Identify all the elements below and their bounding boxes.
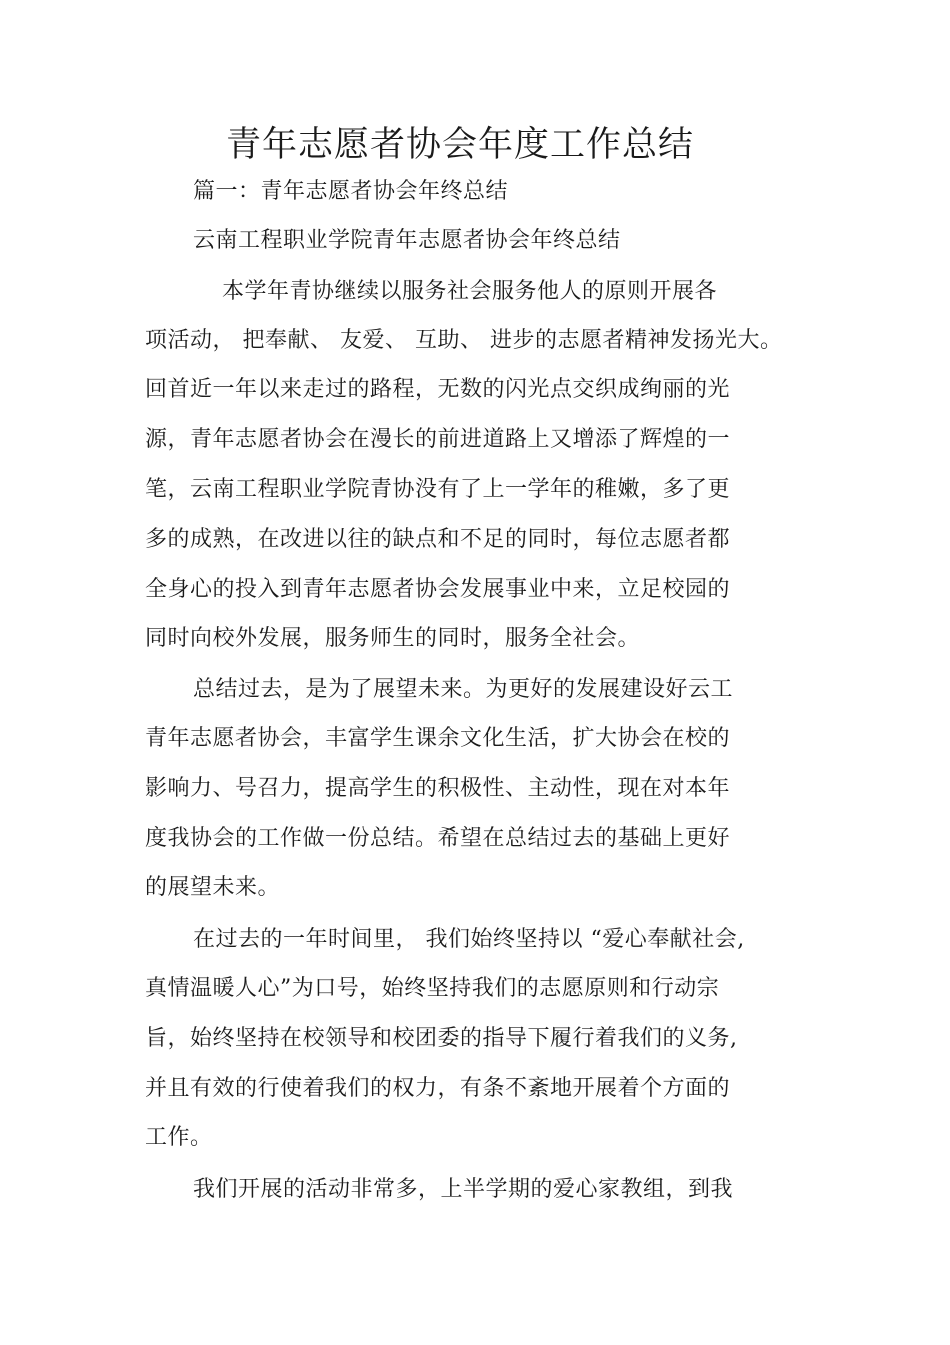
paragraph-line: 总结过去，是为了展望未来。为更好的发展建设好云工: [193, 677, 734, 702]
paragraph-line: 并且有效的行使着我们的权力，有条不紊地开展着个方面的: [145, 1076, 731, 1101]
paragraph-line: 本学年青协继续以服务社会服务他人的原则开展各: [222, 279, 718, 304]
paragraph-line: 全身心的投入到青年志愿者协会发展事业中来，立足校园的: [145, 577, 731, 602]
paragraph-line: 笔，云南工程职业学院青协没有了上一学年的稚嫩，多了更: [145, 477, 731, 502]
paragraph-line: 在过去的一年时间里， 我们始终坚持以 “爱心奉献社会,: [193, 927, 745, 952]
paragraph-line: 同时向校外发展，服务师生的同时，服务全社会。: [145, 626, 641, 651]
paragraph-line: 我们开展的活动非常多，上半学期的爱心家教组，到我: [193, 1177, 734, 1202]
document-title: 青年志愿者协会年度工作总结: [225, 125, 694, 165]
paragraph-line: 真情温暖人心”为口号，始终坚持我们的志愿原则和行动宗: [145, 976, 720, 1001]
paragraph-line: 多的成熟，在改进以往的缺点和不足的同时，每位志愿者都: [145, 527, 731, 552]
paragraph-line: 的展望未来。: [145, 875, 281, 900]
subheading: 篇一：青年志愿者协会年终总结: [193, 179, 509, 204]
paragraph-line: 回首近一年以来走过的路程，无数的闪光点交织成绚丽的光: [145, 377, 731, 402]
paragraph-line: 工作。: [145, 1125, 213, 1150]
paragraph-line: 青年志愿者协会，丰富学生课余文化生活，扩大协会在校的: [145, 726, 731, 751]
paragraph-line: 项活动， 把奉献、 友爱、 互助、 进步的志愿者精神发扬光大。: [145, 328, 783, 353]
paragraph-line: 影响力、号召力，提高学生的积极性、主动性，现在对本年: [145, 776, 731, 801]
paragraph-line: 度我协会的工作做一份总结。希望在总结过去的基础上更好: [145, 826, 731, 851]
paragraph-line: 旨，始终坚持在校领导和校团委的指导下履行着我们的义务,: [145, 1026, 738, 1051]
paragraph-line: 源，青年志愿者协会在漫长的前进道路上又增添了辉煌的一: [145, 427, 731, 452]
section-heading: 云南工程职业学院青年志愿者协会年终总结: [193, 228, 621, 253]
